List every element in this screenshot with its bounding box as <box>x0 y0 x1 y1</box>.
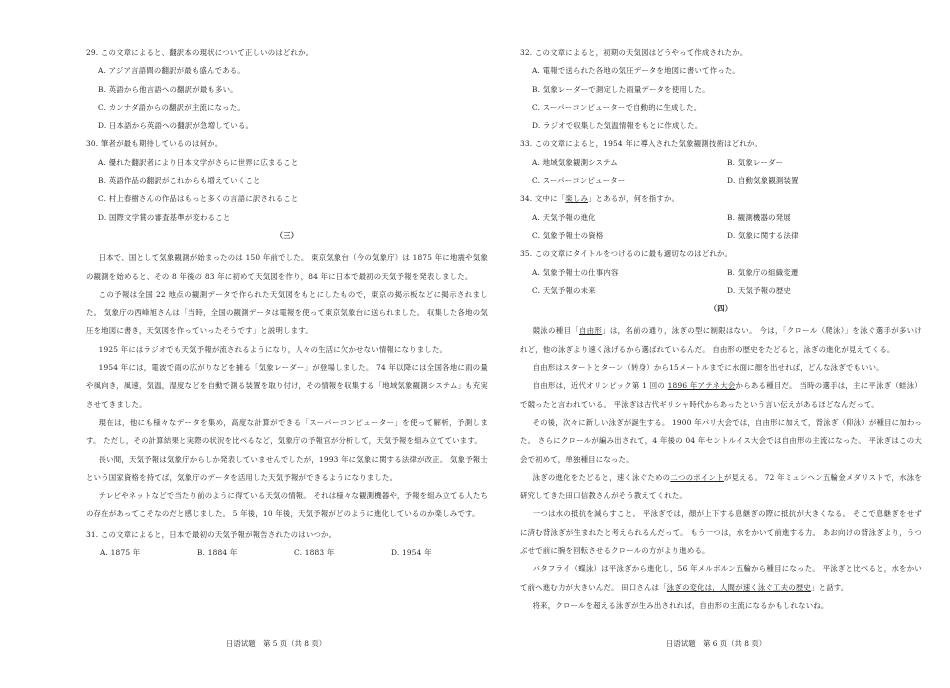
q30-option-d: D. 国際文学賞の審査基準が変わること <box>98 212 231 222</box>
passage-3-paragraph-5: 現在は，他にも様々なデータを集め，高度な計算ができる「スーパーコンピューター」を使って解析，予測します。 ただし，その計算結果と実際の状況を比べるなど，気象庁の予報官が分析して，天気予報を組み立てています。 <box>86 417 488 446</box>
q35-option-c: C. 天気予報の未来 <box>532 285 596 295</box>
q35-option-d: D. 天気予報の歴史 <box>727 285 792 295</box>
passage-3-paragraph-1: 日本で、国として気象観測が始まったのは 150 年前でした。 東京気象台（今の気象庁）は 1875 年に地震や気象の観測を始めると、その 8 年後の 83 年に初めて天気図を作り，84 年に日本で最初の天気予報を発表しました。 <box>86 253 488 281</box>
passage-4-paragraph-5 <box>520 469 922 506</box>
left-column <box>86 48 488 566</box>
question-31: 31. この文章によると，日本で最初の天気予報が報告されたのはいつか。 <box>86 529 337 539</box>
passage-4-paragraph-2: 自由形はスタートとターン（转身）から15メートルまでに水面に顔を出せれば，どんな泳ぎでもいい。 <box>532 363 884 373</box>
passage-3-paragraph-4: 1954 年には，電波で雨の広がりなどを捕る「気象レーダー」が登場しました。 74 年以降には全国各地に雨の量や風向き，風速，気温，湿度などを自動で測る装置を取り付け，その情報を収集する「地域気象観測システム」も充実させてきました。 <box>86 363 488 409</box>
q35-option-b: B. 気象庁の組織変遷 <box>727 267 799 277</box>
passage-3-paragraph-7: テレビやネットなどで当たり前のように得ている天気の情報。 それは様々な観測機器や，予報を組み立てる人たちの存在があってこそなのだと感じました。 5 年後，10 年後，天気予報がどのように進化しているのか楽しみです。 <box>86 491 488 519</box>
question-32: 32. この文章によると，初期の天気図はどうやって作成されたか。 <box>520 48 748 57</box>
q33-option-a: A. 地域気象観測システム <box>532 157 618 167</box>
q35-options-row-2 <box>532 286 922 296</box>
q33-options-row-2 <box>532 176 922 186</box>
p5-underlined: 二つのポイント <box>670 472 724 482</box>
passage-4-paragraph-1 <box>520 322 922 359</box>
passage-4-paragraph-3 <box>520 377 922 414</box>
question-33: 33. この文章によると，1954 年に導入された気象観測技術はどれか。 <box>520 139 763 149</box>
q34-options-row-1 <box>532 213 922 223</box>
question-29: 29. この文章によると、翻訳本の現状について正しいのはどれか。 <box>86 48 314 57</box>
p1-text-post: 」は，名前の通り，泳ぎの型に制限はない。 今は，「クロール（爬泳）」を泳ぐ選手が多いけれど，他の泳ぎより速く泳げるから選ばれているんだ。 自由形の歴史をたどると，泳ぎの進化が見えてくる。 <box>520 326 922 354</box>
q33-option-b: B. 気象レーダー <box>727 157 784 167</box>
passage-3-paragraph-6: 長い間，天気予報は気象庁からしか発表していませんでしたが，1993 年に気象に関する法律が改正。 気象予報士という国家資格を持てば，気象庁のデータを活用した天気予報ができるようになりました。 <box>86 454 488 482</box>
q30-option-b: B. 英語作品の翻訳がこれからも増えていくこと <box>98 176 261 186</box>
question-30: 30. 筆者が最も期待しているのは何か。 <box>86 139 223 149</box>
q34-option-b: B. 観測機器の発展 <box>727 212 791 222</box>
question-34 <box>520 194 922 204</box>
p3-text-post: からある種目だ。 当時の選手は，主に平泳ぎ（蛙泳）で競ったと言われている。 平泳ぎは古代ギリシャ時代からあったという言い伝えがあるほどなんだって。 <box>520 381 922 409</box>
section-4-title: （四） <box>709 304 733 314</box>
p5-text-pre: 泳ぎの進化をたどると，速く泳ぐための <box>532 472 671 482</box>
page-footer-right: 日语试题 第 6 页（共 8 页） <box>666 639 767 648</box>
q33-options-row-1 <box>532 158 922 168</box>
q31-options <box>100 548 488 558</box>
q34-option-c: C. 気象予報士の資格 <box>532 230 604 240</box>
section-3-title: （三） <box>275 230 299 240</box>
q29-option-b: B. 英語から他言語への翻訳が最も多い。 <box>98 84 238 94</box>
passage-4-paragraph-7 <box>520 560 922 597</box>
q29-option-a: A. アジア言語間の翻訳が最も盛んである。 <box>98 66 245 76</box>
passage-4-paragraph-6: 一つは水の抵抗を減らすこと。 平泳ぎでは，顔が上下する息継ぎの際に抵抗が大きくなる。 そこで息継ぎをせずに済む背泳ぎが生まれたと考えられるんだって。 もう一つは，水をかいて前進する力。 あお向けの背泳ぎより，うつぶせで前に腕を回転させるクロールの方がより進める。 <box>520 509 922 556</box>
p7-text-post: 」と話す。 <box>811 582 849 592</box>
q34-option-a: A. 天気予報の進化 <box>532 212 596 222</box>
p1-text-pre: 競泳の種目「 <box>532 326 579 336</box>
q35-option-a: A. 気象予報士の仕事内容 <box>532 267 619 277</box>
p3-underlined: 1896 年アテネ大会 <box>667 381 736 391</box>
q31-option-b: B. 1884 年 <box>197 548 238 558</box>
passage-3-paragraph-3: 1925 年にはラジオでも天気予報が流されるようになり，人々の生活に欠かせない情報になりました。 <box>98 344 448 354</box>
q34-text-pre: 34. 文中に「 <box>520 194 566 204</box>
passage-4-paragraph-8: 将来，クロールを超える泳ぎが生み出されれば，自由形の主流になるかもしれないね。 <box>532 600 829 610</box>
passage-4-paragraph-4: その後，次々に新しい泳ぎが誕生する。 1900 年パリ大会では，自由形に加えて，背泳ぎ（仰泳）が種目に加わった。 さらにクロールが編み出されて，4 年後の 04 年セントルイス大会では自由形の主流になった。 平泳ぎはこの大会で初めて，単独種目になった。 <box>520 417 922 464</box>
p7-text-pre: バタフライ（蝶泳）は平泳ぎから進化し，56 年メルボルン五輪から種目になった。 平泳ぎと比べると，水をかいて前へ進む力が大きいんだ。 田口さんは「 <box>520 564 922 592</box>
q32-option-a: A. 電報で送られた各地の気圧データを地図に書いて作った。 <box>532 66 740 76</box>
q29-option-c: C. カンナダ語からの翻訳が主流になった。 <box>98 102 245 112</box>
q30-option-a: A. 優れた翻訳者により日本文学がさらに世界に広まること <box>98 157 299 167</box>
question-35: 35. この文章にタイトルをつけるのに最も適切なのはどれか。 <box>520 249 733 259</box>
q34-text-post: 」とあるが，何を指すか。 <box>588 194 680 204</box>
p3-text-pre: 自由形は，近代オリンピック第 1 回の <box>532 381 668 391</box>
passage-3-paragraph-2: この予報は全国 22 地点の観測データで作られた天気図をもとにしたもので，東京の掲示板などに掲示されました。 気象庁の西峰旭さんは「当時，全国の観測データは電報を使って東京気象台に送られました。 収集した各地の気圧を地図に書き，天気図を作っていったそうです」と説明します。 <box>86 289 488 336</box>
q35-options-row-1 <box>532 268 922 278</box>
q32-option-c: C. スーパーコンピューターで自動的に生成した。 <box>532 102 702 112</box>
q34-underlined-word: 楽しみ <box>565 194 589 204</box>
q31-option-a: A. 1875 年 <box>100 548 141 558</box>
p7-underlined: 泳ぎの変化は，人間が速く泳ぐ工夫の歴史 <box>666 582 812 592</box>
page-footer-left: 日语试题 第 5 页（共 8 页） <box>226 639 327 648</box>
q31-option-d: D. 1954 年 <box>391 548 432 558</box>
q29-option-d: D. 日本語から英語への翻訳が急増している。 <box>98 121 254 131</box>
p5-text-post: が見える。 72 年ミュンヘン五輪金メダリストで，水泳を研究してきた田口信教さんがそう教えてくれた。 <box>520 472 922 501</box>
q31-option-c: C. 1883 年 <box>294 548 335 558</box>
q34-option-d: D. 気象に関する法律 <box>727 230 799 240</box>
q30-option-c: C. 村上春樹さんの作品はもっと多くの言語に訳されること <box>98 194 299 204</box>
q32-option-d: D. ラジオで収集した気温情報をもとに作成した。 <box>532 121 703 131</box>
q32-option-b: B. 気象レーダーで測定した雨量データを使用した。 <box>532 84 710 94</box>
right-column <box>520 48 922 615</box>
q34-options-row-2 <box>532 231 922 241</box>
q33-option-c: C. スーパーコンピューター <box>532 176 626 186</box>
p1-underlined: 自由形 <box>578 326 603 336</box>
q33-option-d: D. 自動気象観測装置 <box>727 176 799 186</box>
